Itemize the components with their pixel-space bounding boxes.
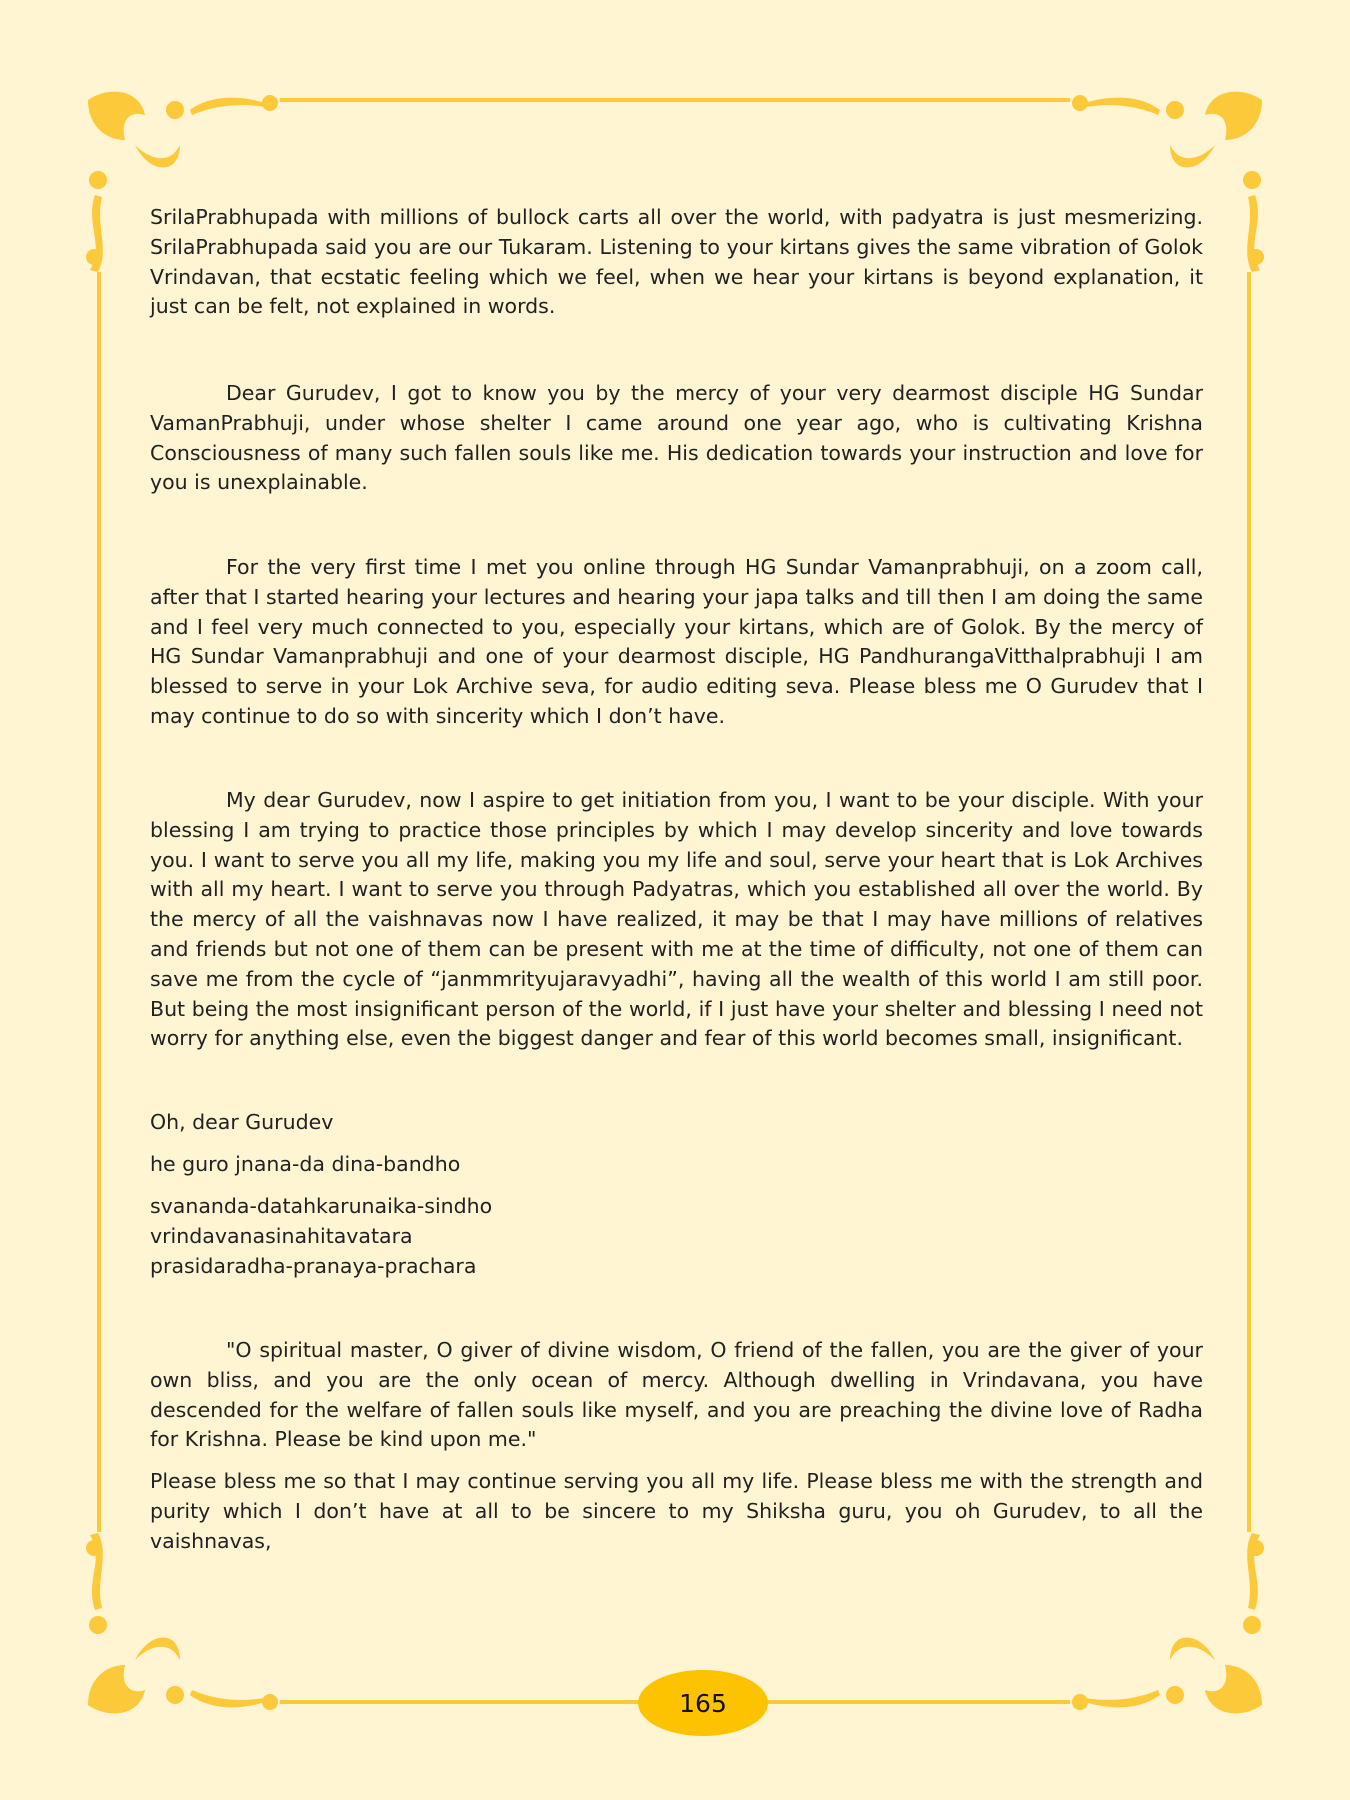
frame-top-line xyxy=(280,98,1070,102)
paragraph-2: Dear Gurudev, I got to know you by the mercy of your very dearmost disciple HG Sundar VamanPrabhuji, under whose shelter I came around one year ago, who is cultivating Krishna Consciousness of many such fallen souls like me. His dedication towards your instruction and love for you is unexplainable. xyxy=(150,381,1203,495)
paragraph-4: My dear Gurudev, now I aspire to get initiation from you, I want to be your disciple. With your blessing I am trying to practice those principles by which I may develop sincerity and love towards you. I want to serve you all my life, making you my life and soul, serve your heart that is Lok Archives with all my heart. I want to serve you through Padyatras, which you established all over the world. By the mercy of all the vaishnavas now I have realized, it may be that I may have millions of relatives and friends but not one of them can be present with me at the time of difficulty, not one of them can save me from the cycle of “janmmrityujaravyadhi”, having all the wealth of this world I am still poor. But being the most insignificant person of the world, if I just have your shelter and blessing I need not worry for anything else, even the biggest danger and fear of this world becomes small, insignificant. xyxy=(150,788,1203,1051)
paragraph-1: SrilaPrabhupada with millions of bullock carts all over the world, with padyatra is just mesmerizing. SrilaPrabhupada said you are our Tukaram. Listening to your kirtans gives the same vibration of Golok Vrindavan, that ecstatic feeling which we feel, when we hear your kirtans is beyond explanation, it just can be felt, not explained in words. xyxy=(150,205,1203,319)
corner-ornament-bottom-right xyxy=(1070,1530,1270,1720)
corner-ornament-bottom-left xyxy=(80,1530,280,1720)
page-number: 165 xyxy=(679,1688,727,1718)
frame-left-line xyxy=(97,272,101,1532)
paragraph-3: For the very first time I met you online through HG Sundar Vamanprabhuji, on a zoom call, after that I started hearing your lectures and hearing your japa talks and till then I am doing the same and I feel very much connected to you, especially your kirtans, which are of Golok. By the mercy of HG Sundar Vamanprabhuji and one of your dearmost disciple, HG PandhurangaVitthalprabhuji I am blessed to serve in your Lok Archive seva, for audio editing seva. Please bless me O Gurudev that I may continue to do so with sincerity which I don’t have. xyxy=(150,555,1203,728)
closing-paragraph: Please bless me so that I may continue serving you all my life. Please bless me with the strength and purity which I don’t have at all to be sincere to my Shiksha guru, you oh Gurudev, to all the vaishnavas, xyxy=(150,1469,1203,1553)
verse-line-4: prasidaradha-pranaya-prachara xyxy=(150,1254,477,1278)
page-number-badge xyxy=(638,1670,768,1736)
salutation: Oh, dear Gurudev xyxy=(150,1110,334,1134)
verse-line-3: vrindavanasinahitavatara xyxy=(150,1224,413,1248)
verse-translation: "O spiritual master, O giver of divine wisdom, O friend of the fallen, you are the giver of your own bliss, and you are the only ocean of mercy. Although dwelling in Vrindavana, you have descended for the welfare of fallen souls like myself, and you are preaching the divine love of Radha for Krishna. Please be kind upon me." xyxy=(150,1338,1203,1452)
frame-right-line xyxy=(1247,272,1251,1532)
verse-line-2: svananda-datahkarunaika-sindho xyxy=(150,1194,493,1218)
verse-line-1: he guro jnana-da dina-bandho xyxy=(150,1152,461,1176)
